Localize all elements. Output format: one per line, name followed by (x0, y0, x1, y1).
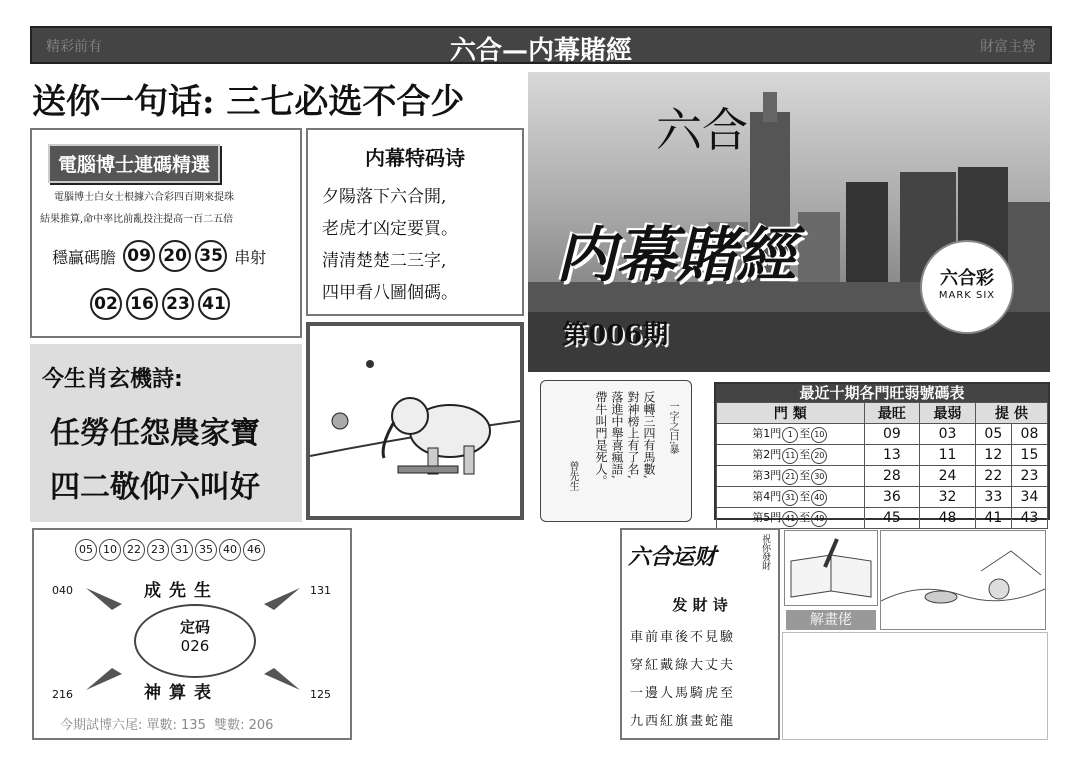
range-end: 20 (811, 448, 827, 464)
dial-top-text: 成先生 (144, 581, 219, 601)
scroll-panel (540, 380, 692, 522)
to-label: 至 (799, 490, 811, 503)
issue-number: 第006期 (562, 320, 669, 350)
table-row (717, 424, 1048, 445)
range-end: 49 (811, 511, 827, 527)
hot-cell: 09 (864, 424, 920, 445)
book-picture (784, 530, 878, 606)
mark-six-logo (920, 240, 1014, 334)
pick-cell: 12 (975, 445, 1011, 466)
to-label: 至 (799, 469, 811, 482)
hot-cell: 36 (864, 487, 920, 508)
fortune-tag: 祝你發財 (760, 534, 770, 570)
fortune-line: 一邊人馬騎虎至 (630, 686, 736, 701)
number-ball: 02 (90, 288, 122, 320)
dial-number: 46 (243, 539, 265, 561)
cold-cell: 11 (920, 445, 976, 466)
cold-cell: 32 (920, 487, 976, 508)
table-row (717, 508, 1048, 529)
cold-cell: 03 (920, 424, 976, 445)
logo-en: MARK SIX (938, 290, 996, 301)
door-label: 第4門 (752, 490, 782, 503)
center-label: 定码 (179, 618, 210, 636)
banner-neimu: 内幕賭經 (556, 221, 796, 291)
elephant-picture (306, 322, 524, 520)
row1-suffix: 串射 (234, 248, 267, 267)
page-title: 六合—内幕賭經 (449, 36, 632, 66)
header-right-tag: 財富主營 (980, 39, 1036, 55)
dial-number: 05 (75, 539, 97, 561)
pick-cell: 23 (1011, 466, 1047, 487)
range-start: 21 (782, 469, 798, 485)
dial-tl: 040 (52, 584, 73, 597)
slogan: 送你一句话: 三七必选不合少 (32, 82, 465, 122)
scroll-col: 對神榜上有了名, (626, 391, 640, 479)
fortune-brand: 六合运财 (628, 544, 717, 570)
door-label: 第3門 (752, 469, 782, 482)
table-header: 最弱 (920, 403, 976, 424)
to-label: 至 (799, 427, 811, 440)
pics-caption: 解畫佬 (786, 610, 876, 630)
center-number: 026 (180, 637, 210, 655)
pick-cell: 15 (1011, 445, 1047, 466)
elephant-drawing (310, 326, 520, 516)
pick-cell: 34 (1011, 487, 1047, 508)
scroll-col: 反轉三四有馬數, (642, 391, 656, 479)
table-row (717, 445, 1048, 466)
fortune-line: 穿紅戴綠大丈夫 (630, 658, 736, 673)
zodiac-box (30, 344, 302, 522)
pick-cell: 41 (975, 508, 1011, 529)
door-table-box (714, 382, 1050, 526)
dial-number: 10 (99, 539, 121, 561)
logo-cn: 六合彩 (940, 268, 994, 289)
dial-center (134, 604, 256, 678)
pick-cell: 43 (1011, 508, 1047, 529)
dial-bottom-text: 神算表 (144, 683, 219, 703)
number-ball: 23 (162, 288, 194, 320)
poem-line: 四甲看八圖個碼。 (322, 283, 458, 303)
scroll-side: 一字之曰:暴 (667, 401, 678, 455)
fortune-line: 九西紅旗畫蛇龍 (630, 714, 736, 729)
to-label: 至 (799, 511, 811, 524)
poem-box (306, 128, 524, 316)
dial-box (32, 528, 352, 740)
number-ball: 09 (123, 240, 155, 272)
door-table (716, 402, 1048, 529)
cold-cell: 48 (920, 508, 976, 529)
pick-cell: 08 (1011, 424, 1047, 445)
doctor-row-1 (52, 240, 266, 272)
range-start: 41 (782, 511, 798, 527)
dial-br: 125 (310, 688, 331, 701)
door-label: 第5門 (752, 511, 782, 524)
scroll-author: 曾先生 (567, 461, 578, 491)
hot-cell: 28 (864, 466, 920, 487)
doctor-row-2 (88, 288, 232, 320)
hot-cell: 13 (864, 445, 920, 466)
poem-title: 内幕特码诗 (365, 146, 465, 170)
landscape-drawing (881, 531, 1045, 629)
dial-number: 31 (171, 539, 193, 561)
fortune-title: 发 財 诗 (672, 596, 728, 614)
city-banner (528, 72, 1050, 372)
poem-line: 夕陽落下六合開, (322, 187, 447, 207)
zodiac-title: 今生肖玄機詩: (42, 367, 183, 392)
dial-tr: 131 (310, 584, 331, 597)
number-ball: 16 (126, 288, 158, 320)
table-row (717, 466, 1048, 487)
to-label: 至 (799, 448, 811, 461)
number-ball: 20 (159, 240, 191, 272)
range-end: 10 (811, 427, 827, 443)
dial-number: 40 (219, 539, 241, 561)
fortune-box (620, 528, 780, 740)
zodiac-line-1: 任勞任怨農家寶 (50, 416, 260, 451)
table-header: 最旺 (864, 403, 920, 424)
range-start: 31 (782, 490, 798, 506)
doctor-desc-1: 電腦博士白女士根據六合彩四百期來提珠 (54, 192, 234, 203)
poem-line: 老虎才凶定要買。 (322, 219, 458, 239)
hot-cell: 45 (864, 508, 920, 529)
table-header: 提 供 (975, 403, 1047, 424)
table-header: 門 類 (717, 403, 865, 424)
poem-line: 清清楚楚二三字, (322, 251, 447, 271)
door-label: 第2門 (752, 448, 782, 461)
doctor-desc-2: 結果推算,命中率比前亂投注提高一百二五倍 (40, 214, 234, 225)
header-bar (30, 26, 1052, 64)
number-ball: 41 (198, 288, 230, 320)
range-end: 40 (811, 490, 827, 506)
cold-cell: 24 (920, 466, 976, 487)
dial-number: 35 (195, 539, 217, 561)
dial-bl: 216 (52, 688, 73, 701)
dial-number: 23 (147, 539, 169, 561)
fortune-line: 車前車後不見驗 (630, 630, 736, 645)
range-start: 11 (782, 448, 798, 464)
scroll-col: 帶牛叫門是死人。 (594, 391, 608, 487)
scroll-col: 落進中舉喜瘋語, (610, 391, 624, 479)
dial-footer: 今期試博六尾: 單數: 135 雙數: 206 (60, 718, 274, 733)
doctor-box (30, 128, 302, 338)
book-drawing (785, 531, 877, 605)
header-left-tag: 精彩前有 (46, 39, 102, 55)
row1-label: 穩贏碼膽 (52, 248, 117, 267)
banner-liuhe: 六合 (656, 103, 748, 157)
pick-cell: 05 (975, 424, 1011, 445)
doctor-title: 電腦博士連碼精選 (48, 144, 220, 183)
table-title: 最近十期各門旺弱號碼表 (716, 384, 1048, 402)
landscape-picture (880, 530, 1046, 630)
range-start: 1 (782, 427, 798, 443)
range-end: 30 (811, 469, 827, 485)
pick-cell: 22 (975, 466, 1011, 487)
number-ball: 35 (195, 240, 227, 272)
pick-cell: 33 (975, 487, 1011, 508)
empty-frame (782, 632, 1048, 740)
dial-number: 22 (123, 539, 145, 561)
zodiac-line-2: 四二敬仰六叫好 (50, 470, 260, 505)
door-label: 第1門 (752, 427, 782, 440)
table-row (717, 487, 1048, 508)
